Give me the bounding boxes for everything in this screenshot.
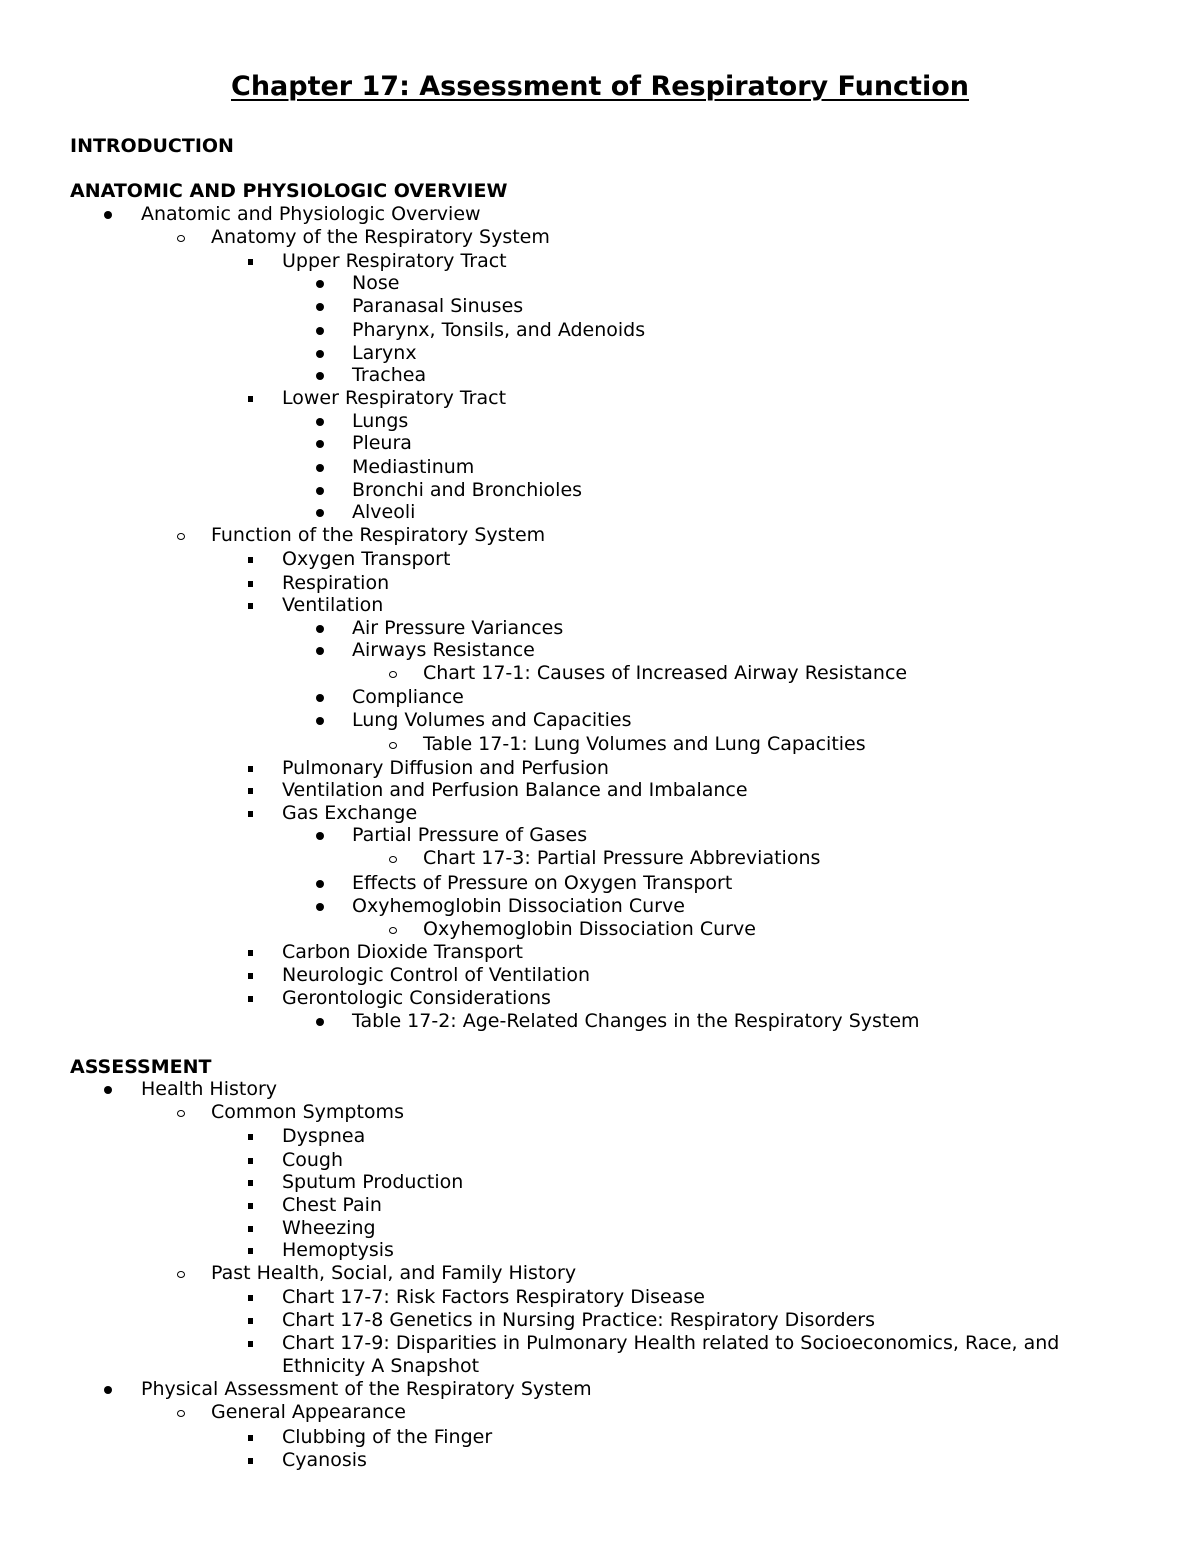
bullet-square-icon [248, 788, 253, 794]
bullet-square-icon [248, 1180, 253, 1186]
outline-item: Cyanosis [282, 1449, 367, 1471]
bullet-square-icon [248, 603, 253, 609]
outline-item: Larynx [352, 342, 417, 364]
bullet-circle-icon [177, 1410, 185, 1417]
outline-item: Anatomy of the Respiratory System [211, 226, 550, 248]
bullet-disc-icon [316, 280, 324, 288]
outline-item: Pleura [352, 432, 412, 454]
bullet-circle-icon [177, 1110, 185, 1117]
outline-item: Chart 17-9: Disparities in Pulmonary Health related to Socioeconomics, Race, and [282, 1332, 1060, 1354]
section-heading: ANATOMIC AND PHYSIOLOGIC OVERVIEW [70, 180, 508, 202]
bullet-circle-icon [177, 235, 185, 242]
outline-item: Pulmonary Diffusion and Perfusion [282, 757, 609, 779]
bullet-disc-icon [104, 211, 112, 219]
bullet-square-icon [248, 1318, 253, 1324]
bullet-circle-icon [389, 671, 397, 678]
bullet-disc-icon [316, 717, 324, 725]
bullet-disc-icon [316, 440, 324, 448]
bullet-square-icon [248, 996, 253, 1002]
bullet-disc-icon [316, 880, 324, 888]
outline-item: Bronchi and Bronchioles [352, 479, 583, 501]
outline-item: General Appearance [211, 1401, 407, 1423]
outline-item: Airways Resistance [352, 639, 535, 661]
outline-item: Physical Assessment of the Respiratory System [141, 1378, 592, 1400]
bullet-square-icon [248, 1295, 253, 1301]
outline-item: Hemoptysis [282, 1239, 394, 1261]
bullet-disc-icon [104, 1386, 112, 1394]
bullet-disc-icon [316, 625, 324, 633]
outline-item: Compliance [352, 686, 464, 708]
bullet-disc-icon [316, 487, 324, 495]
bullet-circle-icon [389, 742, 397, 749]
outline-item: Lungs [352, 410, 409, 432]
outline-item: Chest Pain [282, 1194, 382, 1216]
outline-item: Sputum Production [282, 1171, 464, 1193]
page-title: Chapter 17: Assessment of Respiratory Function [231, 71, 969, 102]
bullet-disc-icon [316, 647, 324, 655]
bullet-disc-icon [316, 350, 324, 358]
bullet-disc-icon [316, 327, 324, 335]
outline-item: Air Pressure Variances [352, 617, 564, 639]
bullet-square-icon [248, 1134, 253, 1140]
bullet-disc-icon [316, 418, 324, 426]
outline-item: Trachea [352, 364, 427, 386]
outline-item: Function of the Respiratory System [211, 524, 546, 546]
outline-item: Anatomic and Physiologic Overview [141, 203, 481, 225]
outline-item: Partial Pressure of Gases [352, 824, 588, 846]
bullet-square-icon [248, 1341, 253, 1347]
bullet-square-icon [248, 1248, 253, 1254]
section-heading: ASSESSMENT [70, 1056, 212, 1078]
bullet-disc-icon [316, 1018, 324, 1026]
outline-item: Oxyhemoglobin Dissociation Curve [423, 918, 756, 940]
outline-item: Ventilation [282, 594, 384, 616]
outline-item: Chart 17-8 Genetics in Nursing Practice: Respiratory Disorders [282, 1309, 876, 1331]
bullet-square-icon [248, 581, 253, 587]
bullet-circle-icon [389, 927, 397, 934]
outline-item: Gas Exchange [282, 802, 418, 824]
outline-item: Cough [282, 1149, 344, 1171]
outline-item: Table 17-2: Age-Related Changes in the Respiratory System [352, 1010, 920, 1032]
outline-item: Pharynx, Tonsils, and Adenoids [352, 319, 646, 341]
outline-item: Gerontologic Considerations [282, 987, 551, 1009]
bullet-square-icon [248, 811, 253, 817]
outline-item: Upper Respiratory Tract [282, 250, 507, 272]
bullet-disc-icon [316, 372, 324, 380]
bullet-square-icon [248, 396, 253, 402]
bullet-square-icon [248, 1226, 253, 1232]
outline-item: Past Health, Social, and Family History [211, 1262, 577, 1284]
bullet-disc-icon [316, 509, 324, 517]
bullet-square-icon [248, 973, 253, 979]
outline-item: Oxygen Transport [282, 548, 451, 570]
outline-item: Chart 17-3: Partial Pressure Abbreviations [423, 847, 821, 869]
bullet-disc-icon [316, 903, 324, 911]
bullet-circle-icon [177, 1271, 185, 1278]
outline-item: Health History [141, 1078, 278, 1100]
outline-item: Mediastinum [352, 456, 475, 478]
bullet-square-icon [248, 950, 253, 956]
outline-item: Nose [352, 272, 400, 294]
bullet-square-icon [248, 766, 253, 772]
outline-item: Lower Respiratory Tract [282, 387, 507, 409]
outline-item: Wheezing [282, 1217, 376, 1239]
bullet-square-icon [248, 259, 253, 265]
outline-item: Clubbing of the Finger [282, 1426, 493, 1448]
outline-item: Chart 17-7: Risk Factors Respiratory Disease [282, 1286, 705, 1308]
outline-item: Dyspnea [282, 1125, 366, 1147]
bullet-circle-icon [177, 533, 185, 540]
bullet-circle-icon [389, 856, 397, 863]
bullet-disc-icon [316, 303, 324, 311]
outline-item: Table 17-1: Lung Volumes and Lung Capacities [423, 733, 866, 755]
outline-item: Neurologic Control of Ventilation [282, 964, 591, 986]
bullet-square-icon [248, 1458, 253, 1464]
outline-item: Lung Volumes and Capacities [352, 709, 632, 731]
outline-item: Effects of Pressure on Oxygen Transport [352, 872, 733, 894]
outline-item: Oxyhemoglobin Dissociation Curve [352, 895, 685, 917]
outline-item: Common Symptoms [211, 1101, 404, 1123]
outline-item: Alveoli [352, 501, 416, 523]
outline-item: Respiration [282, 572, 390, 594]
bullet-square-icon [248, 1435, 253, 1441]
outline-item: Chart 17-1: Causes of Increased Airway Resistance [423, 662, 908, 684]
bullet-square-icon [248, 557, 253, 563]
outline-item: Ventilation and Perfusion Balance and Imbalance [282, 779, 748, 801]
outline-item: Carbon Dioxide Transport [282, 941, 523, 963]
bullet-disc-icon [316, 832, 324, 840]
bullet-disc-icon [104, 1086, 112, 1094]
section-heading: INTRODUCTION [70, 135, 234, 157]
bullet-disc-icon [316, 694, 324, 702]
bullet-disc-icon [316, 464, 324, 472]
bullet-square-icon [248, 1158, 253, 1164]
bullet-square-icon [248, 1203, 253, 1209]
outline-item: Paranasal Sinuses [352, 295, 524, 317]
outline-item: Ethnicity A Snapshot [282, 1355, 480, 1377]
